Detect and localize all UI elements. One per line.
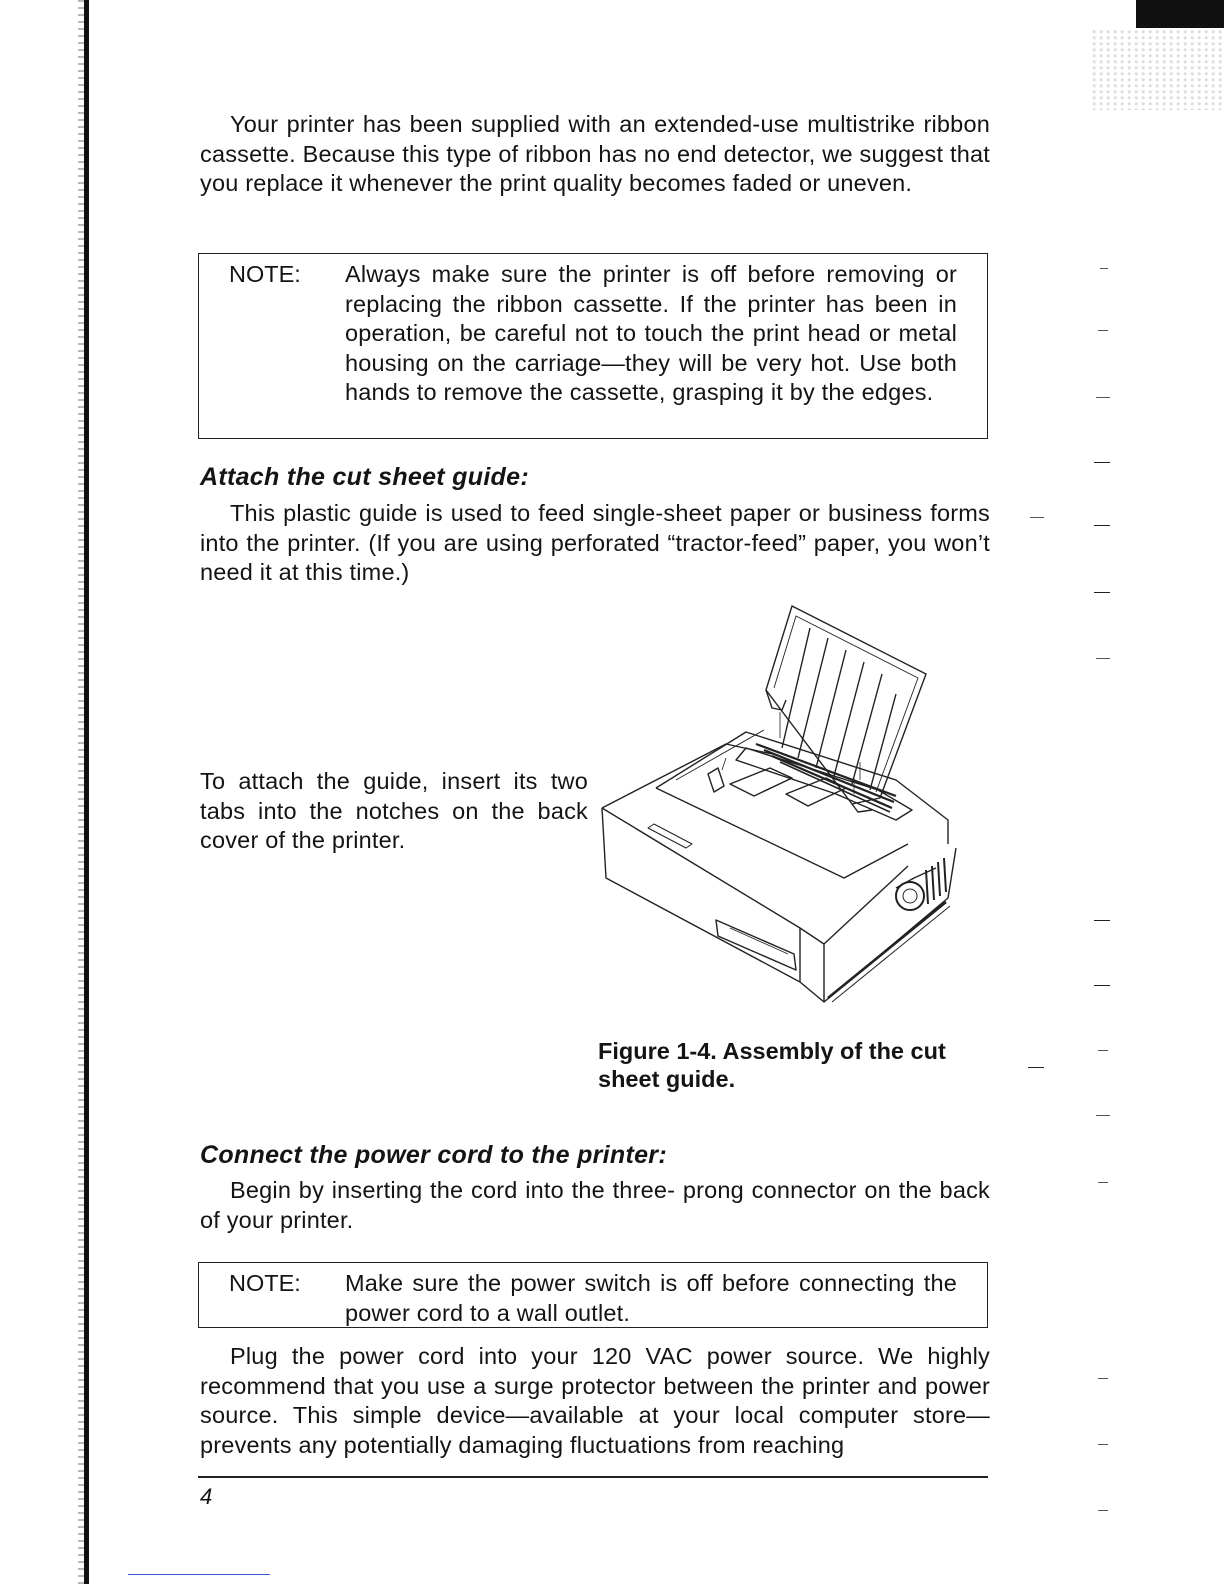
cut-sheet-text: This plastic guide is used to feed single-sheet paper or business forms into the printer. (If you are using perforated “tractor-feed” paper, you won’t need it at this time.) <box>200 500 990 585</box>
edge-mark <box>1098 1510 1108 1511</box>
edge-mark <box>1030 517 1044 518</box>
printer-body <box>602 730 956 1002</box>
edge-mark <box>1098 330 1108 331</box>
note-box-power-switch <box>198 1262 988 1328</box>
edge-mark <box>1096 397 1110 398</box>
note-label: NOTE: <box>229 261 301 287</box>
edge-mark <box>1028 1067 1044 1068</box>
section-heading-cut-sheet-guide: Attach the cut sheet guide: <box>200 463 529 491</box>
edge-mark <box>1098 1378 1108 1379</box>
surge-protector-text: Plug the power cord into your 120 VAC power source. We highly recommend that you use a surge protector between the printer and power source. This simple device—available at your local computer store—prevents any potentially damaging fluctuations from reaching <box>200 1343 990 1458</box>
power-cord-text: Begin by inserting the cord into the three- prong connector on the back of your printer. <box>200 1177 990 1233</box>
attach-guide-text: To attach the guide, insert its two tabs into the notches on the back cover of the printer. <box>200 768 588 853</box>
section-heading-power-cord: Connect the power cord to the printer: <box>200 1141 667 1169</box>
edge-mark <box>1094 462 1110 463</box>
bottom-scan-line <box>128 1574 270 1575</box>
page-number: 4 <box>200 1484 213 1509</box>
printer-illustration <box>596 598 976 1008</box>
edge-mark <box>1098 1444 1108 1445</box>
note-text: Always make sure the printer is off before removing or replacing the ribbon cassette. If the printer has been in operation, be careful not to touch the print head or metal housing on the carriage—they will be very hot. Use both hands to remove the cassette, grasping it by the edges. <box>345 261 957 405</box>
intro-text: Your printer has been supplied with an extended-use multistrike ribbon cassette. Because this type of ribbon has no end detector, we suggest that you replace it whenever the print quality becomes faded or uneven. <box>200 111 990 196</box>
edge-mark <box>1096 658 1110 659</box>
note-label: NOTE: <box>229 1270 301 1296</box>
edge-mark <box>1098 1182 1108 1183</box>
corner-scan-noise <box>1090 30 1224 110</box>
edge-mark <box>1094 920 1110 921</box>
edge-mark <box>1094 592 1110 593</box>
edge-mark <box>1094 525 1110 526</box>
cut-sheet-guide <box>766 606 926 812</box>
cut-sheet-paragraph <box>200 499 990 588</box>
surge-protector-paragraph <box>200 1342 990 1460</box>
corner-scan-artifact <box>1136 0 1224 28</box>
note-box-ribbon <box>198 253 988 439</box>
edge-mark <box>1094 985 1110 986</box>
edge-mark <box>1096 1115 1110 1116</box>
binding-edge-speckle <box>78 0 84 1584</box>
edge-mark <box>1100 268 1108 269</box>
intro-paragraph <box>200 110 990 199</box>
attach-guide-paragraph <box>200 767 588 856</box>
power-cord-paragraph <box>200 1176 990 1235</box>
figure-caption: Figure 1-4. Assembly of the cut sheet guide. <box>598 1038 946 1092</box>
edge-mark <box>1098 1050 1108 1051</box>
footer-rule <box>198 1476 988 1478</box>
note-text: Make sure the power switch is off before connecting the power cord to a wall outlet. <box>345 1270 957 1326</box>
binding-edge <box>84 0 89 1584</box>
